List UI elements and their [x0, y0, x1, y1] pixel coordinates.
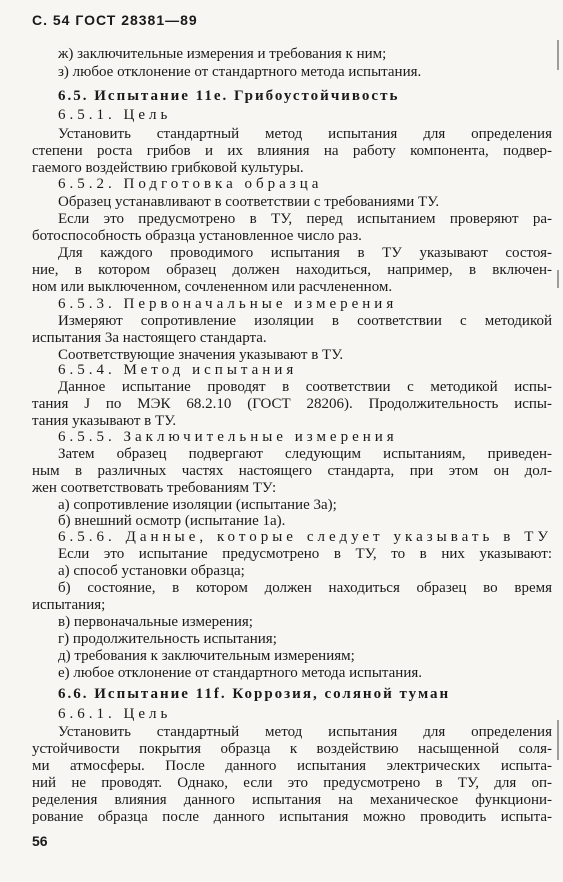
- subsection-heading: 6.5.1. Цель: [58, 107, 172, 123]
- list-item: е) любое отклонение от стандартного метода испытания.: [58, 665, 422, 681]
- list-item: г) продолжительность испытания;: [58, 631, 277, 647]
- paragraph-line: устойчивости покрытия образца к воздействию насыщенной соля-: [32, 741, 552, 757]
- list-item: а) способ установки образца;: [58, 563, 245, 579]
- paragraph-line: Образец устанавливают в соответствии с требованиями ТУ.: [58, 194, 440, 210]
- list-item: в) первоначальные измерения;: [58, 614, 253, 630]
- paragraph-line: ределения влияния данного испытания на механическое функциони-: [32, 792, 552, 808]
- paragraph-line: рование образца после данного испытания можно проводить испыта-: [32, 809, 552, 825]
- page-number: 56: [32, 833, 48, 849]
- subsection-heading: 6.6.1. Цель: [58, 706, 172, 722]
- paragraph-line: Если это предусмотрено в ТУ, перед испытанием проверяют ра-: [58, 211, 552, 227]
- list-item: а) сопротивление изоляции (испытание 3а);: [58, 497, 337, 513]
- paragraph-line: ний не проводят. Однако, если это предусмотрено в ТУ, для оп-: [32, 775, 552, 791]
- list-item: з) любое отклонение от стандартного метода испытания.: [58, 64, 422, 80]
- list-item: д) требования к заключительным измерениям;: [58, 648, 355, 664]
- paragraph-line: Если это испытание предусмотрено в ТУ, то в них указывают:: [58, 546, 552, 562]
- subsection-heading: 6.5.5. Заключительные измерения: [58, 429, 398, 445]
- paragraph-line: степени роста грибов и их влияния на работу компонента, подвер-: [32, 143, 552, 159]
- paragraph-line: жен соответствовать требованиям ТУ:: [32, 480, 277, 496]
- paragraph-line: ботоспособность образца установленное число раз.: [32, 228, 362, 244]
- scan-edge-mark: [557, 720, 559, 760]
- paragraph-line: Измеряют сопротивление изоляции в соответствии с методикой: [58, 313, 552, 329]
- subsection-heading: 6.5.6. Данные, которые следует указывать в ТУ: [58, 529, 552, 545]
- paragraph-line: ми атмосферы. После данного испытания электрических испыта-: [32, 758, 552, 774]
- scan-edge-mark: [557, 270, 559, 288]
- paragraph-line: Данное испытание проводят в соответствии с методикой испы-: [58, 379, 552, 395]
- paragraph-line: тания указывают в ТУ.: [32, 413, 177, 429]
- subsection-heading: 6.5.3. Первоначальные измерения: [58, 296, 398, 312]
- paragraph-line: Для каждого проводимого испытания в ТУ указывают состоя-: [58, 245, 552, 261]
- list-item: б) состояние, в котором должен находиться образец во время: [58, 580, 552, 596]
- paragraph-line: Затем образец подвергают следующим испытаниям, приведен-: [58, 446, 552, 462]
- subsection-heading: 6.5.2. Подготовка образца: [58, 176, 323, 192]
- paragraph-line: Соответствующие значения указывают в ТУ.: [58, 347, 344, 363]
- subsection-heading: 6.5.4. Метод испытания: [58, 362, 298, 378]
- paragraph-line: ние, в котором образец должен находиться, например, в включен-: [32, 262, 552, 278]
- paragraph-line: ным в различных частях настоящего стандарта, при этом он дол-: [32, 463, 552, 479]
- paragraph-line: гаемого воздействию грибковой культуры.: [32, 160, 304, 176]
- section-heading: 6.6. Испытание 11f. Коррозия, соляной туман: [58, 686, 451, 702]
- scan-edge-mark: [557, 40, 559, 70]
- paragraph-line: испытания 3а настоящего стандарта.: [32, 330, 267, 346]
- list-item: испытания;: [32, 597, 106, 613]
- paragraph-line: тания J по МЭК 68.2.10 (ГОСТ 28206). Продолжительность испы-: [32, 396, 552, 412]
- page-header: С. 54 ГОСТ 28381—89: [32, 12, 198, 28]
- paragraph-line: Установить стандартный метод испытания для определения: [58, 126, 552, 142]
- list-item: б) внешний осмотр (испытание 1а).: [58, 513, 286, 529]
- section-heading: 6.5. Испытание 11е. Грибоустойчивость: [58, 88, 400, 104]
- paragraph-line: Установить стандартный метод испытания для определения: [58, 724, 552, 740]
- paragraph-line: ном или выключенном, сочлененном или расчлененном.: [32, 279, 393, 295]
- list-item: ж) заключительные измерения и требования к ним;: [58, 46, 387, 62]
